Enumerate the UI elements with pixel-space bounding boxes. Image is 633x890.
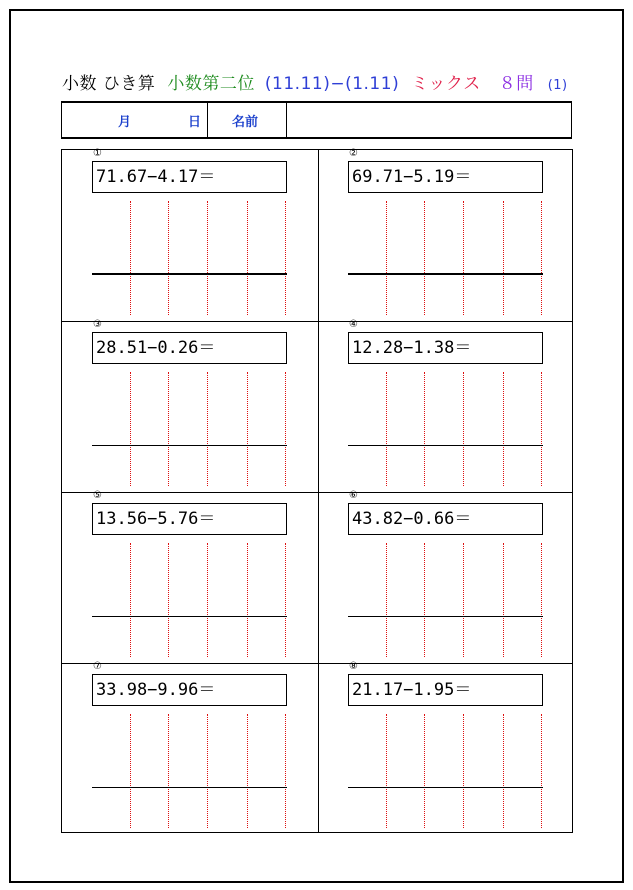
problem-3 [61,320,316,491]
name-label: 名前 [232,115,259,130]
problem-number: ⑧ [349,661,358,672]
column-guide-line [424,543,425,657]
column-guide-line [247,372,248,486]
problem-number: ⑦ [93,661,102,672]
problem-expression: 21.17−1.95＝ [348,674,543,706]
column-guide-line [207,543,208,657]
column-guide-line [463,372,464,486]
column-guide-line [168,543,169,657]
column-guide-line [503,201,504,315]
column-guide-line [285,201,286,315]
column-guide-line [285,543,286,657]
column-guide-line [285,372,286,486]
column-guide-line [130,372,131,486]
date-name-bar [61,101,572,139]
column-guide-line [463,714,464,828]
problem-6 [317,491,572,662]
problem-expression: 28.51−0.26＝ [92,332,287,364]
day-label: 日 [188,115,202,130]
date-divider [207,103,208,137]
column-guide-line [424,201,425,315]
month-label: 月 [118,115,132,130]
column-guide-line [168,714,169,828]
column-guide-line [247,201,248,315]
title-mix: ミックス [411,74,481,94]
name-field[interactable] [288,105,568,135]
problem-2 [317,149,572,320]
problem-expression: 71.67−4.17＝ [92,161,287,193]
column-guide-line [386,201,387,315]
answer-line [92,273,287,275]
column-guide-line [424,714,425,828]
problem-expression: 13.56−5.76＝ [92,503,287,535]
title-topic: 小数 ひき算 [62,74,156,94]
problem-expression: 69.71−5.19＝ [348,161,543,193]
column-guide-line [130,714,131,828]
column-guide-line [247,714,248,828]
column-guide-line [386,372,387,486]
column-guide-line [424,372,425,486]
problem-5 [61,491,316,662]
column-guide-line [168,201,169,315]
title-format: (11.11)−(1.11) [264,74,400,94]
answer-line [92,445,287,446]
problem-number: ⑥ [349,490,358,501]
column-guide-line [541,543,542,657]
problem-expression: 33.98−9.96＝ [92,674,287,706]
problem-4 [317,320,572,491]
problem-7 [61,662,316,833]
column-guide-line [130,543,131,657]
problem-number: ① [93,148,102,159]
column-guide-line [247,543,248,657]
answer-line [348,273,543,275]
column-guide-line [503,714,504,828]
problem-expression: 43.82−0.66＝ [348,503,543,535]
answer-line [348,787,543,788]
answer-line [348,445,543,446]
worksheet-title [62,72,568,96]
column-guide-line [207,372,208,486]
column-guide-line [503,372,504,486]
column-guide-line [463,543,464,657]
title-level: 小数第二位 [167,74,255,94]
problem-number: ④ [349,319,358,330]
column-guide-line [541,714,542,828]
column-guide-line [386,714,387,828]
column-guide-line [541,201,542,315]
column-guide-line [168,372,169,486]
problem-number: ③ [93,319,102,330]
problem-8 [317,662,572,833]
answer-line [348,616,543,617]
column-guide-line [386,543,387,657]
column-guide-line [463,201,464,315]
problem-expression: 12.28−1.38＝ [348,332,543,364]
problem-1 [61,149,316,320]
title-count: ８問 [498,74,534,94]
title-sheet-number: (1) [547,78,568,93]
column-guide-line [207,201,208,315]
problem-number: ⑤ [93,490,102,501]
answer-line [92,616,287,617]
column-guide-line [503,543,504,657]
name-divider [286,103,287,137]
column-guide-line [541,372,542,486]
column-guide-line [207,714,208,828]
column-guide-line [285,714,286,828]
problem-number: ② [349,148,358,159]
answer-line [92,787,287,788]
column-guide-line [130,201,131,315]
